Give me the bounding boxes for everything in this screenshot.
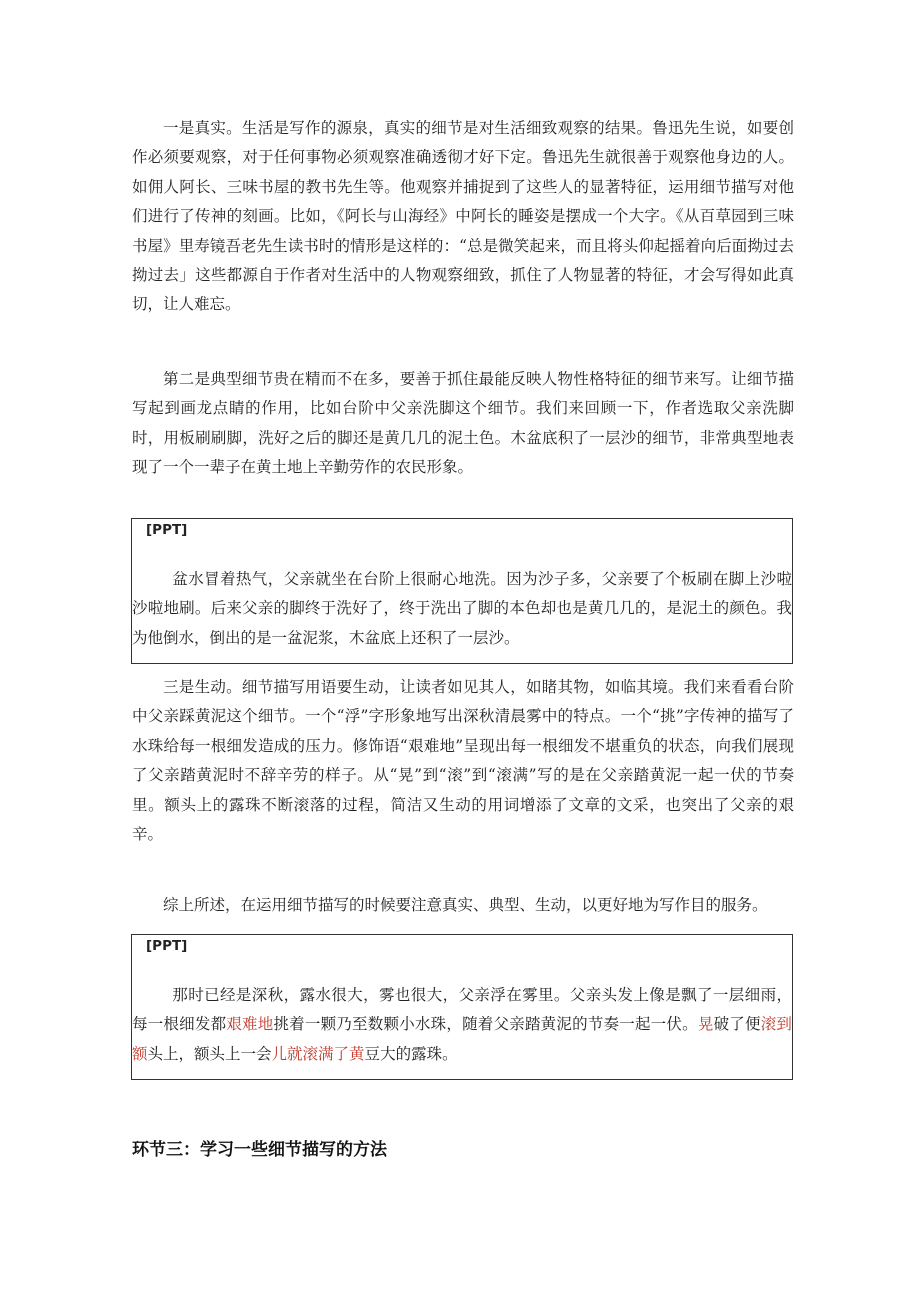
highlight-word: 晃 <box>697 1015 714 1034</box>
ppt-box-washing-feet <box>131 518 793 664</box>
quote-text: 豆 <box>364 1044 381 1063</box>
paragraph-typical: 第二是典型细节贵在精而不在多，要善于抓住最能反映人物性格特征的细节来写。让细节描写起到画龙点睛的作用，比如台阶中父亲洗脚这个细节。我们来回顾一下，作者选取父亲洗脚时，用板刷刷脚，洗好之后的脚还是黄几几的泥土色。木盆底积了一层沙的细节，非常典型地表现了一个一辈子在黄土地上辛勤劳作的农民形象。 <box>132 370 794 477</box>
paragraph-summary: 综上所述，在运用细节描写的时候要注意真实、典型、生动，以更好地为写作目的服务。 <box>163 896 768 914</box>
highlight-word: 儿就滚满了黄 <box>271 1044 365 1063</box>
quote-text: 挑着一颗乃至数颗小水珠，随着父亲踏黄泥的节奏一起一伏。 <box>273 1015 698 1034</box>
paragraph-vivid: 三是生动。细节描写用语要生动，让读者如见其人，如睹其物，如临其境。我们来看看台阶中父亲踩黄泥这个细节。一个“浮”字形象地写出深秋清晨雾中的特点。一个“挑”字传神的描写了水珠给每一根细发造成的压力。修饰语“艰难地”呈现出每一根细发不堪重负的状态，向我们展现了父亲踏黄泥时不辞辛劳的样子。从“晃”到“滚”到“滚满”写的是在父亲踏黄泥一起一伏的节奏里。额头上的露珠不断滚落的过程，简洁又生动的用词增添了文章的文采，也突出了父亲的艰辛。 <box>132 678 794 844</box>
ppt-box-stepping-mud <box>131 934 793 1080</box>
quote-text: 头上，额头上一会 <box>147 1044 272 1063</box>
paragraph-authenticity: 一是真实。生活是写作的源泉，真实的细节是对生活细致观察的结果。鲁迅先生说，如要创作必须要观察，对于任何事物必须观察准确透彻才好下定。鲁迅先生就很善于观察他身边的人。如佣人阿长、三味书屋的教书先生等。他观察并捕捉到了这些人的显著特征，运用细节描写对他们进行了传神的刻画。比如，《阿长与山海经》中阿长的睡姿是摆成一个大字。《从百草园到三味书屋》里寿镜吾老先生读书时的情形是这样的：“总是微笑起来，而且将头仰起摇着向后面拗过去拗过去」这些都源自于作者对生活中的人物观察细致，抓住了人物显著的特征，才会写得如此真切，让人难忘。 <box>132 119 794 314</box>
ppt-tag: [PPT] <box>146 938 188 954</box>
section-heading: 环节三：学习一些细节描写的方法 <box>132 1140 387 1160</box>
ppt-quote-stepping-mud <box>132 981 792 1069</box>
quote-text: 大的露珠。 <box>380 1044 458 1063</box>
quote-text: 那时已经是深秋，露水很大，雾也很大，父亲浮在雾里。父亲头发上像是飘了一层细雨，每一根细发都 <box>132 986 792 1034</box>
ppt-quote-washing-feet: 盆水冒着热气，父亲就坐在台阶上很耐心地洗。因为沙子多，父亲要了个板刷在脚上沙啦沙啦地刷。后来父亲的脚终于洗好了，终于洗出了脚的本色却也是黄几几的，是泥土的颜色。我为他倒水，倒出的是一盆泥浆，木盆底上还积了一层沙。 <box>132 570 792 647</box>
quote-text: 破了便 <box>713 1015 761 1034</box>
highlight-word: 滚到额 <box>132 1015 792 1063</box>
ppt-tag: [PPT] <box>146 522 188 538</box>
highlight-word: 艰难地 <box>226 1015 274 1034</box>
